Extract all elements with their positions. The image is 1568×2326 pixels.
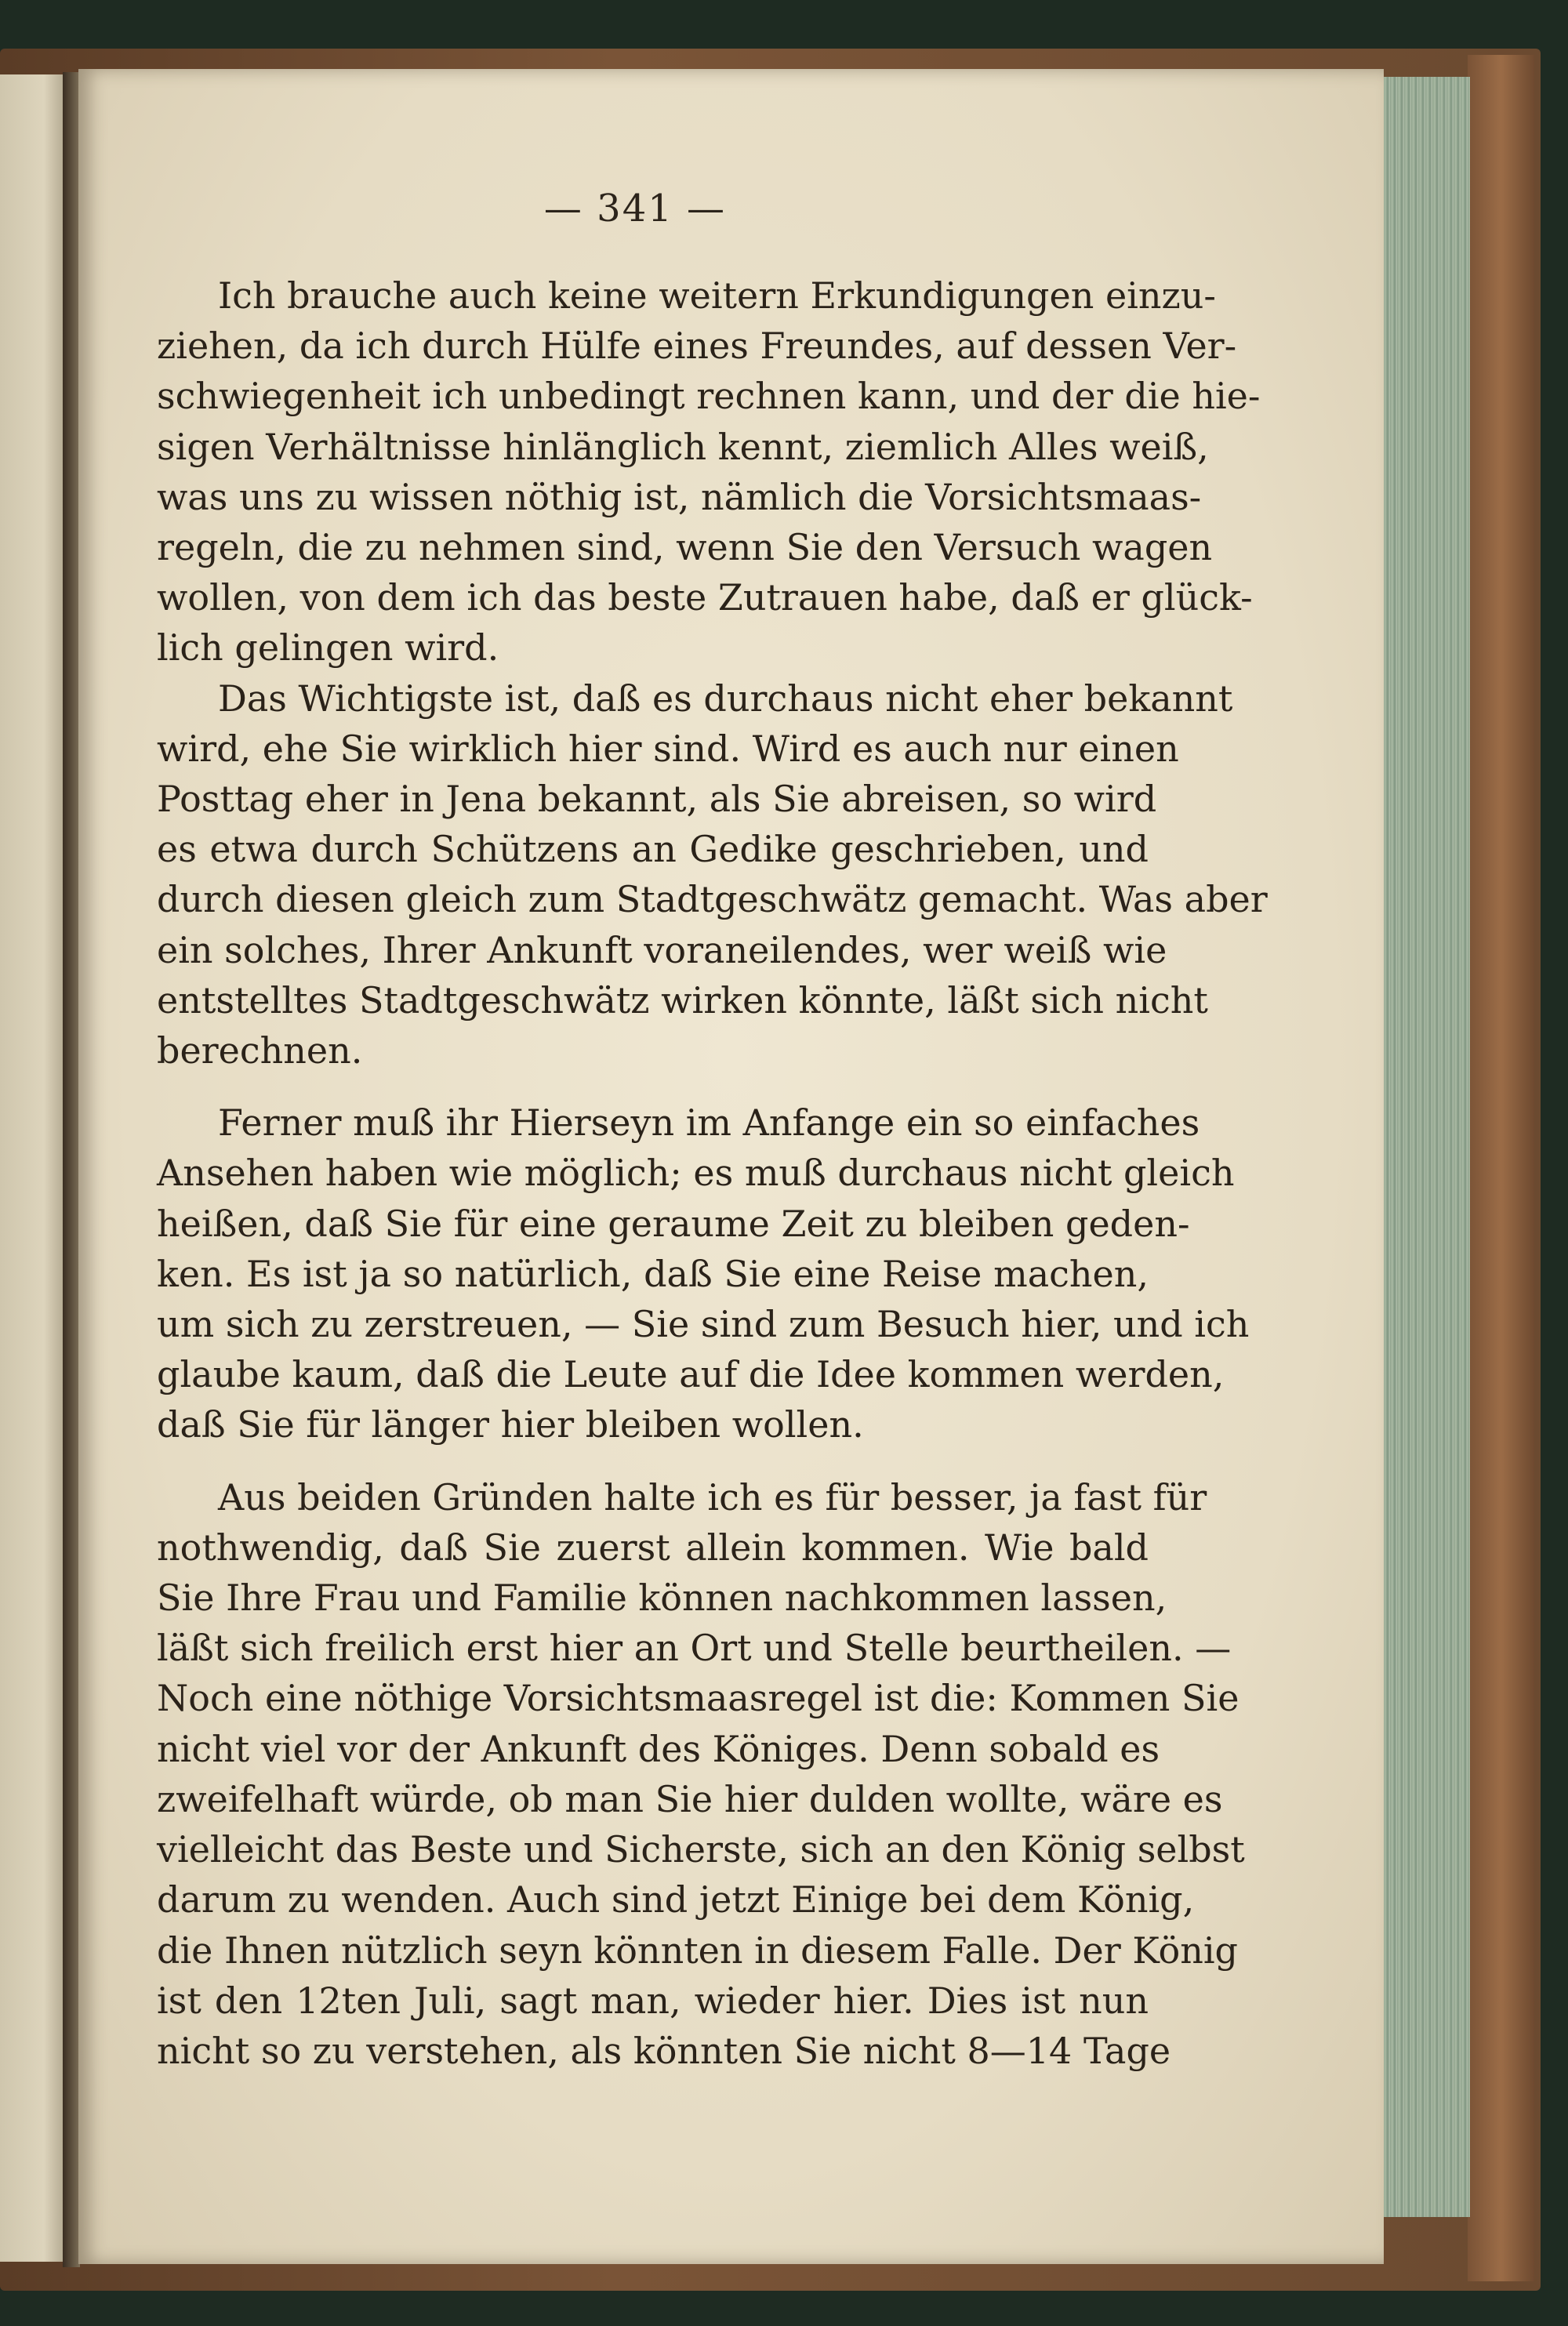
text-line: ziehen, da ich durch Hülfe eines Freundes, auf dessen Ver- bbox=[157, 325, 1237, 368]
paragraph-3 bbox=[157, 1098, 1250, 1450]
text-line: lich gelingen wird. bbox=[157, 626, 499, 669]
text-line: Ansehen haben wie möglich; es muß durchaus nicht gleich bbox=[157, 1152, 1235, 1195]
text-line: Noch eine nöthige Vorsichtsmaasregel ist die: Kommen Sie bbox=[157, 1677, 1240, 1720]
text-line: es etwa durch Schützens an Gedike geschrieben, und bbox=[157, 828, 1149, 871]
text-line: Das Wichtigste ist, daß es durchaus nicht eher bekannt bbox=[218, 677, 1233, 720]
text-line: nicht so zu verstehen, als könnten Sie nicht 8—14 Tage bbox=[157, 2029, 1171, 2072]
paragraph-1 bbox=[157, 270, 1261, 673]
text-line: durch diesen gleich zum Stadtgeschwätz gemacht. Was aber bbox=[157, 878, 1268, 921]
text-line: Ferner muß ihr Hierseyn im Anfange ein so einfaches bbox=[218, 1101, 1200, 1145]
text-line: was uns zu wissen nöthig ist, nämlich die Vorsichtsmaas- bbox=[157, 475, 1202, 518]
text-line: vielleicht das Beste und Sicherste, sich an den König selbst bbox=[157, 1828, 1245, 1871]
text-line: nothwendig, daß Sie zuerst allein kommen. Wie bald bbox=[157, 1526, 1149, 1569]
text-line: regeln, die zu nehmen sind, wenn Sie den Versuch wagen bbox=[157, 526, 1213, 569]
text-line: daß Sie für länger hier bleiben wollen. bbox=[157, 1403, 864, 1446]
text-line: um sich zu zerstreuen, — Sie sind zum Besuch hier, und ich bbox=[157, 1303, 1250, 1346]
text-line: ist den 12ten Juli, sagt man, wieder hier. Dies ist nun bbox=[157, 1979, 1149, 2022]
book-gutter bbox=[63, 72, 80, 2267]
text-line: entstelltes Stadtgeschwätz wirken könnte, läßt sich nicht bbox=[157, 978, 1208, 1021]
text-line: wollen, von dem ich das beste Zutrauen habe, daß er glück- bbox=[157, 576, 1253, 619]
text-line: berechnen. bbox=[157, 1029, 363, 1072]
text-line: läßt sich freilich erst hier an Ort und Stelle beurtheilen. — bbox=[157, 1627, 1232, 1670]
text-line: heißen, daß Sie für eine geraume Zeit zu bleiben geden- bbox=[157, 1202, 1190, 1245]
text-line: glaube kaum, daß die Leute auf die Idee kommen werden, bbox=[157, 1353, 1225, 1396]
page-number: — 341 — bbox=[543, 187, 727, 230]
text-line: sigen Verhältnisse hinlänglich kennt, ziemlich Alles weiß, bbox=[157, 425, 1209, 468]
left-page-edge bbox=[0, 74, 63, 2262]
paragraph-2 bbox=[157, 673, 1268, 1076]
paragraph-gap bbox=[157, 1450, 1149, 1472]
text-line: ken. Es ist ja so natürlich, daß Sie eine Reise machen, bbox=[157, 1252, 1149, 1295]
text-line: schwiegenheit ich unbedingt rechnen kann, und der die hie- bbox=[157, 375, 1261, 418]
text-line: ein solches, Ihrer Ankunft voraneilendes, wer weiß wie bbox=[157, 928, 1167, 971]
text-line: zweifelhaft würde, ob man Sie hier dulden wollte, wäre es bbox=[157, 1777, 1223, 1820]
text-line: Posttag eher in Jena bekannt, als Sie abreisen, so wird bbox=[157, 778, 1157, 821]
text-line: Sie Ihre Frau und Familie können nachkommen lassen, bbox=[157, 1577, 1167, 1620]
page-edges bbox=[1374, 77, 1470, 2217]
text-line: die Ihnen nützlich seyn könnten in diesem Falle. Der König bbox=[157, 1929, 1238, 1972]
paragraph-gap bbox=[157, 1076, 1149, 1098]
cover-edge bbox=[1468, 55, 1534, 2281]
text-line: nicht viel vor der Ankunft des Königes. Denn sobald es bbox=[157, 1727, 1160, 1770]
text-line: Aus beiden Gründen halte ich es für besser, ja fast für bbox=[218, 1475, 1207, 1519]
text-line: Ich brauche auch keine weitern Erkundigungen einzu- bbox=[218, 274, 1216, 317]
page-text bbox=[157, 270, 1268, 2076]
text-line: darum zu wenden. Auch sind jetzt Einige bei dem König, bbox=[157, 1878, 1195, 1921]
text-line: wird, ehe Sie wirklich hier sind. Wird es auch nur einen bbox=[157, 727, 1179, 770]
paragraph-4 bbox=[157, 1472, 1245, 2076]
